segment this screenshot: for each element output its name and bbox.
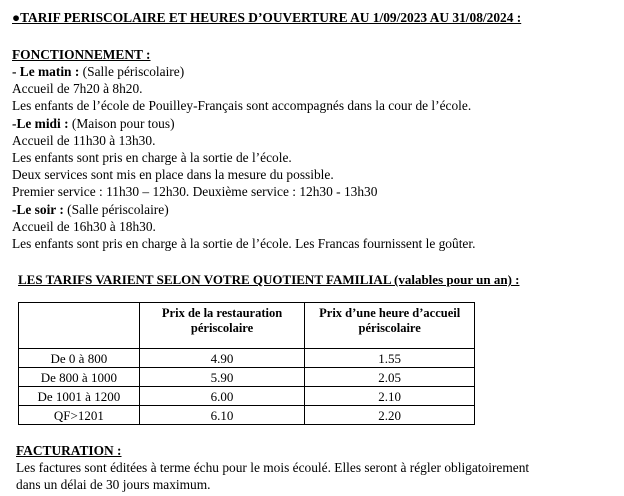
table-cell-restauration: 6.10 [139,406,305,425]
midi-lieu: (Maison pour tous) [68,116,175,131]
matin-note: Les enfants de l’école de Pouilley-Français sont accompagnés dans la cour de l’école. [12,98,472,113]
table-cell-qf: QF>1201 [19,406,140,425]
matin-lieu: (Salle périscolaire) [79,64,185,79]
midi-note2: Deux services sont mis en place dans la mesure du possible. [12,167,334,182]
table-cell-qf: De 0 à 800 [19,349,140,368]
table-cell-restauration: 4.90 [139,349,305,368]
matin-line [12,64,184,80]
soir-accueil: Accueil de 16h30 à 18h30. [12,219,156,234]
page-title: ●TARIF PERISCOLAIRE ET HEURES D’OUVERTURE AU 1/09/2023 AU 31/08/2024 : [12,10,522,25]
table-row [19,368,475,387]
facturation-heading: FACTURATION : [16,443,122,458]
soir-note: Les enfants sont pris en charge à la sortie de l’école. Les Francas fournissent le goûter. [12,236,476,251]
table-row [19,406,475,425]
midi-note1: Les enfants sont pris en charge à la sortie de l’école. [12,150,292,165]
midi-label: -Le midi : [12,116,69,131]
table-header-empty [19,303,140,349]
table-cell-accueil: 2.05 [305,368,475,387]
table-header-accueil: Prix d’une heure d’accueil périscolaire [305,303,475,349]
tarifs-heading: LES TARIFS VARIENT SELON VOTRE QUOTIENT FAMILIAL (valables pour un an) : [18,272,520,287]
table-cell-accueil: 2.20 [305,406,475,425]
facturation-line2: dans un délai de 30 jours maximum. [16,477,211,492]
table-header-row [19,303,475,349]
fonctionnement-heading: FONCTIONNEMENT : [12,47,151,62]
table-row [19,349,475,368]
soir-lieu: (Salle périscolaire) [63,202,169,217]
table-cell-restauration: 5.90 [139,368,305,387]
matin-label: - Le matin : [12,64,80,79]
tarifs-table [18,302,475,425]
soir-label: -Le soir : [12,202,64,217]
matin-accueil: Accueil de 7h20 à 8h20. [12,81,143,96]
table-row [19,387,475,406]
table-cell-restauration: 6.00 [139,387,305,406]
table-cell-accueil: 1.55 [305,349,475,368]
table-cell-qf: De 800 à 1000 [19,368,140,387]
table-cell-accueil: 2.10 [305,387,475,406]
facturation-line1: Les factures sont éditées à terme échu pour le mois écoulé. Elles seront à régler obligatoirement [16,460,530,475]
midi-accueil: Accueil de 11h30 à 13h30. [12,133,156,148]
table-header-restauration: Prix de la restauration périscolaire [139,303,305,349]
soir-line [12,202,169,218]
table-cell-qf: De 1001 à 1200 [19,387,140,406]
midi-services: Premier service : 11h30 – 12h30. Deuxième service : 12h30 - 13h30 [12,184,378,199]
midi-line [12,116,175,132]
